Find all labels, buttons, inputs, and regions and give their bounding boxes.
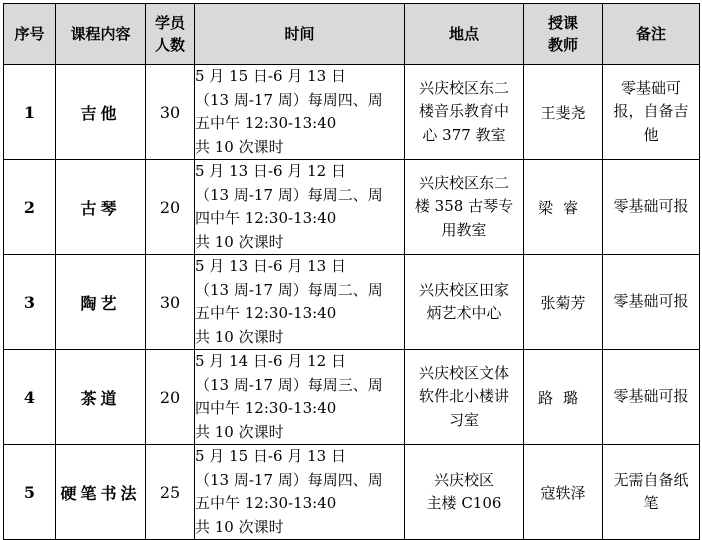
course-location (405, 160, 524, 255)
header-content: 课程内容 (56, 4, 146, 65)
course-time-line: 共 10 次课时 (195, 517, 284, 536)
course-location (405, 65, 524, 160)
course-location-line: 兴庆校区东二 (418, 78, 509, 97)
course-name: 古琴 (56, 160, 146, 255)
student-count: 20 (146, 160, 195, 255)
course-name: 吉他 (56, 65, 146, 160)
course-time-line: 5 月 15 日-6 月 13 日 (195, 447, 346, 465)
course-time-line: （13 周-17 周）每周四、周 (195, 90, 383, 109)
teacher-name: 梁睿 (524, 160, 603, 255)
header-place: 地点 (405, 4, 524, 65)
course-time-line: 五中午 12:30-13:40 (195, 304, 337, 322)
course-location (405, 255, 524, 350)
teacher-name: 寇轶泽 (524, 445, 603, 540)
header-teacher-line2: 教师 (547, 36, 578, 54)
course-time-line: 共 10 次课时 (195, 327, 284, 346)
row-number: 1 (4, 65, 56, 160)
row-number: 3 (4, 255, 56, 350)
course-time-line: 五中午 12:30-13:40 (195, 494, 337, 512)
course-time-line: 共 10 次课时 (195, 422, 284, 441)
student-count: 20 (146, 350, 195, 445)
course-schedule-table (3, 3, 700, 540)
course-time (195, 350, 405, 445)
course-time-line: 四中午 12:30-13:40 (195, 209, 337, 227)
teacher-name: 路璐 (524, 350, 603, 445)
course-time-line: 共 10 次课时 (195, 232, 284, 251)
course-time (195, 255, 405, 350)
header-note: 备注 (603, 4, 700, 65)
course-time-line: 四中午 12:30-13:40 (195, 399, 337, 417)
header-count (146, 4, 195, 65)
course-time (195, 445, 405, 540)
header-time: 时间 (195, 4, 405, 65)
course-note-line: 笔 (643, 494, 659, 512)
header-count-line1: 学员 (154, 14, 185, 32)
course-name: 陶艺 (56, 255, 146, 350)
header-teacher (524, 4, 603, 65)
course-location-line: 楼 358 古琴专 (414, 197, 514, 216)
course-note-line: 报，自备吉 (613, 102, 689, 121)
course-note (603, 255, 700, 350)
course-location-line: 习室 (448, 410, 479, 429)
course-location-line: 兴庆校区东二 (418, 173, 509, 192)
course-time-line: 五中午 12:30-13:40 (195, 114, 337, 132)
course-location-line: 兴庆校区田家 (418, 280, 509, 299)
course-note-line: 他 (643, 125, 659, 144)
course-location-line: 用教室 (441, 220, 487, 239)
course-location (405, 445, 524, 540)
row-number: 4 (4, 350, 56, 445)
table-row (4, 160, 700, 255)
course-location (405, 350, 524, 445)
course-location-line: 兴庆校区文体 (418, 363, 509, 382)
course-location-line: 主楼 C106 (426, 494, 502, 512)
course-time-line: （13 周-17 周）每周三、周 (195, 375, 383, 394)
header-row (4, 4, 700, 65)
row-number: 2 (4, 160, 56, 255)
header-count-line2: 人数 (154, 36, 185, 54)
table-row (4, 255, 700, 350)
course-time (195, 160, 405, 255)
row-number: 5 (4, 445, 56, 540)
header-no: 序号 (4, 4, 56, 65)
course-location-line: 楼音乐教育中 (418, 102, 509, 121)
course-time-line: 5 月 13 日-6 月 13 日 (195, 257, 346, 275)
course-time-line: 共 10 次课时 (195, 137, 284, 156)
course-location-line: 软件北小楼讲 (418, 387, 509, 406)
teacher-name: 张菊芳 (524, 255, 603, 350)
course-name: 茶道 (56, 350, 146, 445)
course-location-line: 兴庆校区 (433, 470, 494, 489)
student-count: 30 (146, 255, 195, 350)
course-name: 硬笔书法 (56, 445, 146, 540)
table-body (4, 65, 700, 540)
course-note-line: 零基础可报 (613, 387, 689, 406)
student-count: 25 (146, 445, 195, 540)
course-location-line: 炳艺术中心 (426, 304, 502, 322)
course-time-line: （13 周-17 周）每周四、周 (195, 470, 383, 489)
course-note (603, 65, 700, 160)
course-note-line: 零基础可 (620, 78, 681, 97)
course-note (603, 445, 700, 540)
course-location-line: 心 377 教室 (422, 125, 506, 144)
course-note (603, 350, 700, 445)
course-time-line: （13 周-17 周）每周二、周 (195, 185, 383, 204)
teacher-name: 王斐尧 (524, 65, 603, 160)
course-time-line: 5 月 14 日-6 月 12 日 (195, 352, 346, 370)
table-row (4, 65, 700, 160)
course-time-line: （13 周-17 周）每周二、周 (195, 280, 383, 299)
course-note-line: 零基础可报 (613, 197, 689, 216)
header-teacher-line1: 授课 (547, 14, 578, 32)
course-time-line: 5 月 15 日-6 月 13 日 (195, 67, 346, 85)
course-note (603, 160, 700, 255)
table-row (4, 350, 700, 445)
course-time-line: 5 月 13 日-6 月 12 日 (195, 162, 346, 180)
student-count: 30 (146, 65, 195, 160)
course-note-line: 零基础可报 (613, 292, 689, 311)
table-row (4, 445, 700, 540)
course-note-line: 无需自备纸 (613, 470, 689, 489)
course-time (195, 65, 405, 160)
